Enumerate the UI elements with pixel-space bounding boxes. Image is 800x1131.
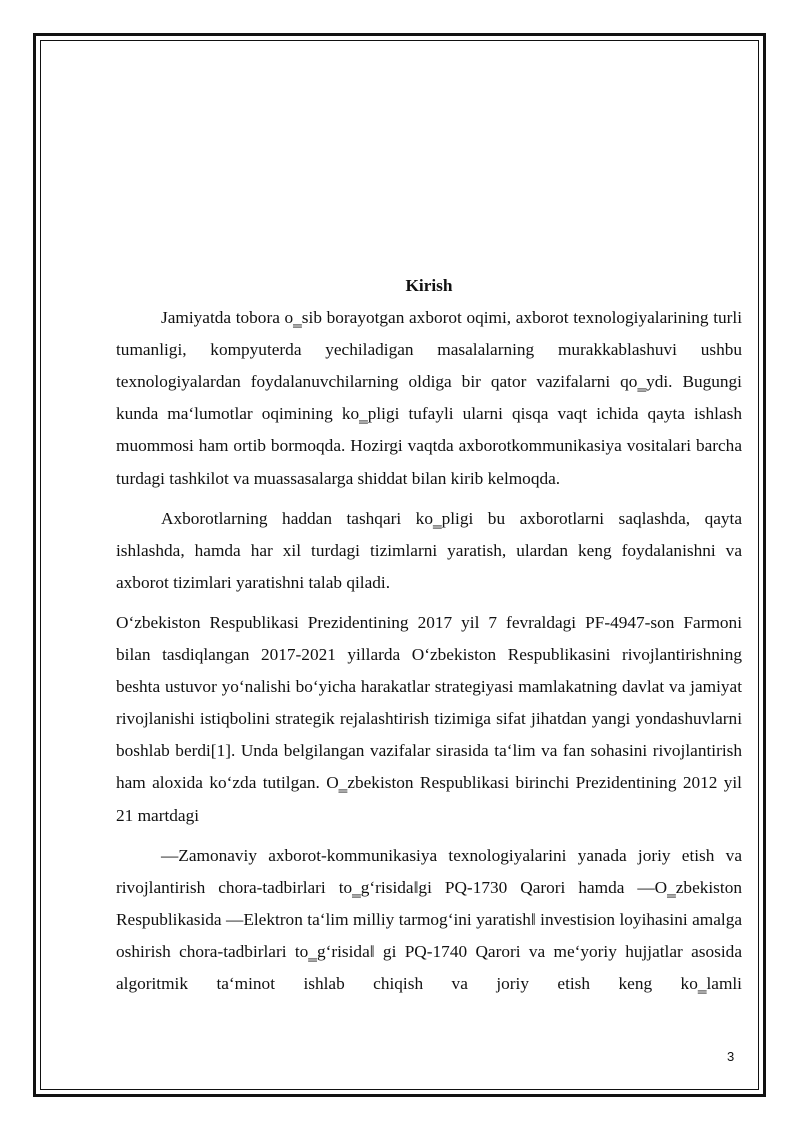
page-number: 3 [727,1049,735,1064]
paragraph-information-volume: Axborotlarning haddan tashqari ko‗pligi bu axborotlarni saqlashda, qayta ishlashda, hamda har xil turdagi tizimlarni yaratish, ulardan keng foydalanishni va axborot tizimlari yaratishni talab qiladi. [116,508,742,592]
document-body [116,270,742,1000]
paragraph-intro: Jamiyatda tobora o‗sib borayotgan axborot oqimi, axborot texnologiyalarining turli tumanligi, kompyuterda yechiladigan masalalarning murakkablashuvi ushbu texnologiyalardan foydalanuvchilarning oldiga bir qator vazifalarni qo‗ydi. Bugungi kunda ma‘lumotlar oqimining ko‗pligi tufayli ularni qisqa vaqt ichida qayta ishlash muommosi ham ortib bormoqda. Hozirgi vaqtda axborotkommunikasiya vositalari barcha turdagi tashkilot va muassasalarga shiddat bilan kirib kelmoqda. [116,308,742,488]
paragraph-resolutions: ―Zamonaviy axborot-kommunikasiya texnologiyalarini yanada joriy etish va rivojlantirish chora-tadbirlari to‗g‘risida‖gi PQ-1730 Qarori hamda ―O‗zbekiston Respublikasida ―Elektron ta‘lim milliy tarmog‘ini yaratish‖ investision loyihasini amalga oshirish chora-tadbirlari to‗g‘risida‖ gi PQ-1740 Qarori va me‘yoriy hujjatlar asosida algoritmik ta‘minot ishlab chiqish va joriy etish keng ko‗lamli [116,845,742,993]
paragraph-presidential-decree: O‘zbekiston Respublikasi Prezidentining 2017 yil 7 fevraldagi PF-4947-son Farmoni bilan tasdiqlangan 2017-2021 yillarda O‘zbekiston Respublikasini rivojlantirishning beshta ustuvor yo‘nalishi bo‘yicha harakatlar strategiyasi mamlakatning davlat va jamiyat rivojlanishi istiqbolini strategik rejalashtirish tizimiga sifat jihatdan yangi yondashuvlarni boshlab berdi[1]. Unda belgilangan vazifalar sirasida ta‘lim va fan sohasini rivojlantirish ham aloxida ko‘zda tutilgan. O‗zbekiston Respublikasi birinchi Prezidentining 2012 yil 21 martdagi [116,612,742,825]
section-title: Kirish [405,276,453,295]
